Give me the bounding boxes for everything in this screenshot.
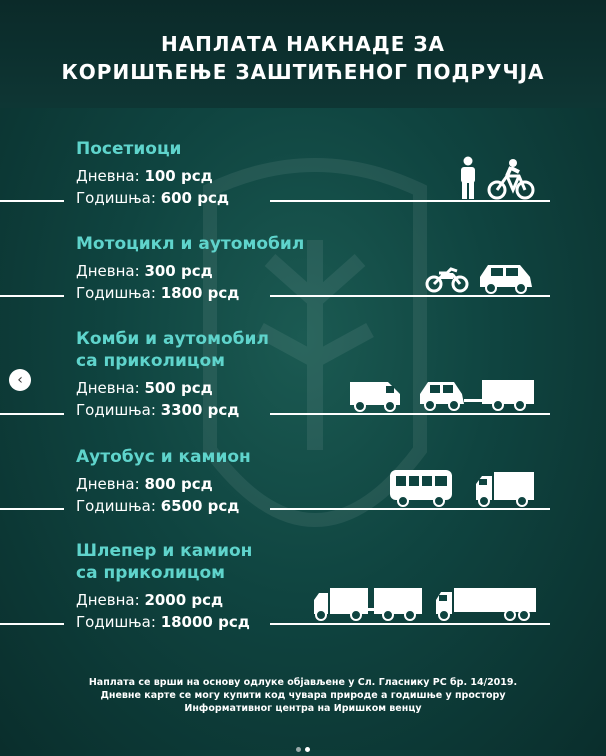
carousel-prev-button[interactable] — [9, 369, 31, 391]
footer-note — [40, 676, 566, 715]
title-line-1: НАПЛАТА НАКНАДЕ ЗА — [160, 32, 446, 56]
divider-line — [0, 508, 64, 510]
divider-line — [270, 413, 550, 415]
section-title: Аутобус и камион — [76, 447, 251, 467]
daily-price: Дневна: 300 рсд — [76, 262, 213, 280]
divider-line — [270, 295, 550, 297]
van-icon — [348, 378, 402, 412]
truck-icon — [474, 470, 536, 508]
chevron-left-icon: ‹ — [17, 372, 23, 388]
yearly-price: Годишња: 600 рсд — [76, 189, 229, 207]
divider-line — [0, 623, 64, 625]
section-title: Шлепер и камион — [76, 541, 253, 561]
yearly-price: Годишња: 3300 рсд — [76, 401, 240, 419]
section-title: Комби и аутомобил — [76, 329, 269, 349]
section-title: Посетиоци — [76, 139, 182, 159]
divider-line — [270, 623, 550, 625]
daily-price: Дневна: 800 рсд — [76, 475, 213, 493]
car-icon — [478, 261, 534, 295]
divider-line — [0, 295, 64, 297]
footer-line-1: Наплата се врши на основу одлуке објављене у Сл. Гласнику РС бр. 14/2019. — [88, 677, 518, 688]
bus-icon — [388, 468, 454, 508]
bicycle-icon — [487, 158, 535, 200]
page-title — [0, 30, 606, 86]
divider-line — [270, 200, 550, 202]
truck-with-trailer-icon — [312, 586, 424, 622]
section-title-line-2: са приколицом — [76, 351, 226, 371]
divider-line — [0, 413, 64, 415]
daily-price: Дневна: 2000 рсд — [76, 591, 224, 609]
pedestrian-icon — [458, 156, 478, 200]
divider-line — [0, 200, 64, 202]
park-seal-watermark — [190, 150, 440, 590]
title-line-2: КОРИШЋЕЊЕ ЗАШТИЋЕНОГ ПОДРУЧЈА — [61, 60, 545, 84]
section-title: Мотоцикл и аутомобил — [76, 234, 305, 254]
carousel-dots — [296, 737, 314, 756]
motorcycle-icon — [425, 265, 469, 293]
daily-price: Дневна: 100 рсд — [76, 167, 213, 185]
daily-price: Дневна: 500 рсд — [76, 379, 213, 397]
yearly-price: Годишња: 1800 рсд — [76, 284, 240, 302]
yearly-price: Годишња: 18000 рсд — [76, 613, 250, 631]
divider-line — [270, 508, 550, 510]
yearly-price: Годишња: 6500 рсд — [76, 497, 240, 515]
car-with-trailer-icon — [418, 378, 536, 412]
semi-truck-icon — [434, 586, 538, 622]
footer-line-3: Информативног центра на Иришком венцу — [184, 703, 422, 714]
section-title-line-2: са приколицом — [76, 563, 226, 583]
footer-line-2: Дневне карте се могу купити код чувара природе а годишње у простору — [100, 690, 506, 701]
